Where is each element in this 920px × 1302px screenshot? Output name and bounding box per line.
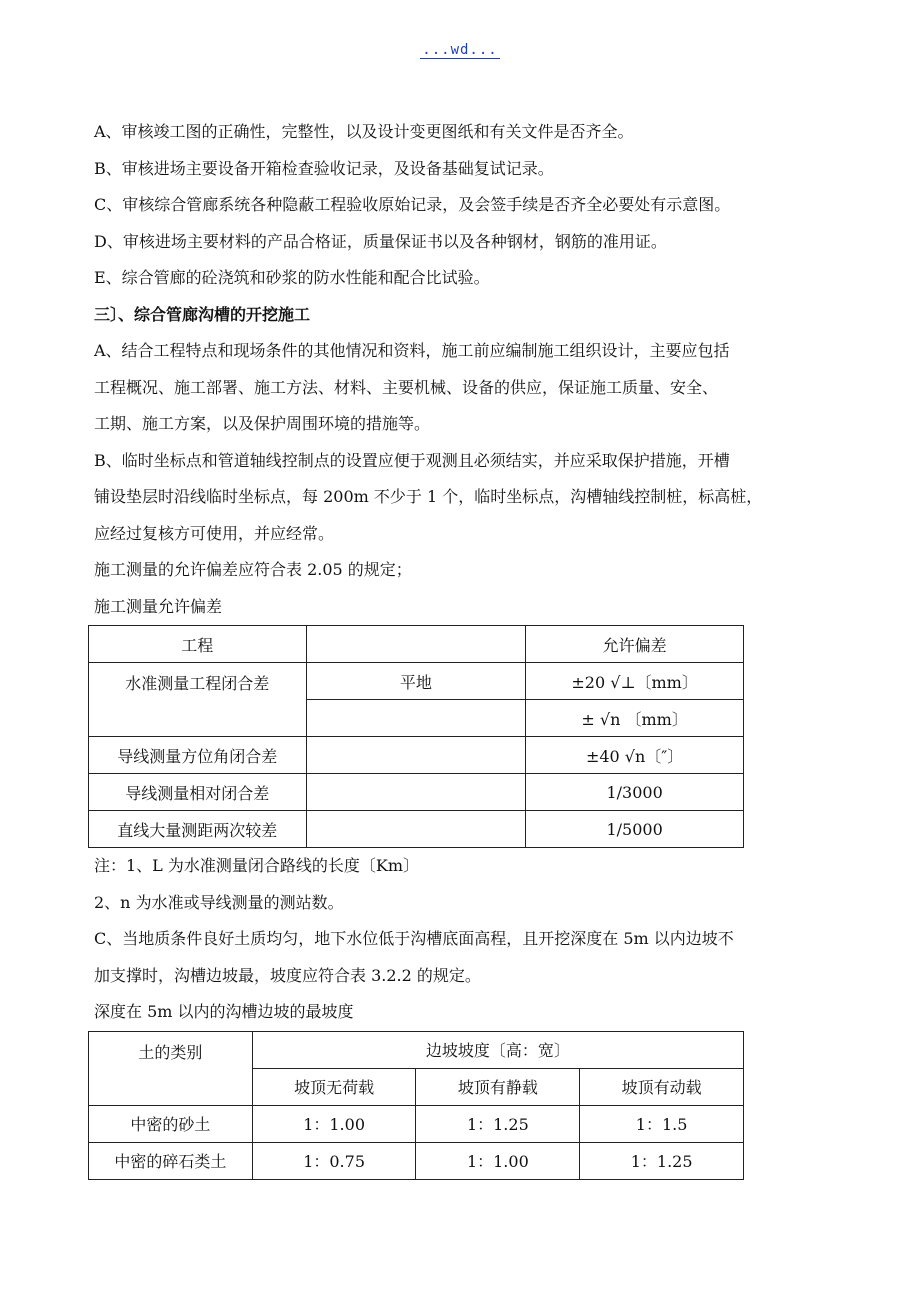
para-a-line-1: A、结合工程特点和现场条件的其他情况和资料，施工前应编制施工组织设计，主要应包括	[94, 341, 730, 360]
cell-static-load: 1：1.25	[416, 1105, 580, 1142]
row-name: 水准测量工程闭合差	[89, 663, 307, 737]
table-row	[89, 1105, 744, 1142]
cell-dynamic-load: 1：1.25	[580, 1142, 744, 1179]
note-1: 注：1、L 为水准测量闭合路线的长度〔Km〕	[94, 856, 420, 875]
para-c-line-1: C、当地质条件良好土质均匀，地下水位低于沟槽底面高程，且开挖深度在 5m 以内边坡不	[94, 929, 734, 948]
para-a-line-3: 工期、施工方案，以及保护周围环境的措施等。	[94, 414, 431, 433]
row-value: 1/3000	[526, 774, 744, 811]
para-b-line-1: B、临时坐标点和管道轴线控制点的设置应便于观测且必须结实，并应采取保护措施，开槽	[94, 450, 730, 470]
cell-soil: 中密的砂土	[89, 1105, 253, 1142]
header-text: ...wd...	[422, 42, 498, 58]
review-item-e: E、综合管廊的砼浇筑和砂浆的防水性能和配合比试验。	[94, 268, 490, 287]
cell-soil: 中密的碎石类土	[89, 1142, 253, 1179]
table-header-row	[89, 626, 744, 663]
header-soil: 土的类别	[89, 1031, 253, 1105]
review-item-c: C、审核综合管廊系统各种隐蔽工程验收原始记录，及会签手续是否齐全必要处有示意图。	[94, 195, 731, 214]
review-item-a: A、审核竣工图的正确性，完整性，以及设计变更图纸和有关文件是否齐全。	[94, 122, 634, 141]
row-condition	[306, 737, 526, 774]
note-2: 2、n 为水准或导线测量的测站数。	[94, 892, 344, 912]
document-body	[94, 114, 834, 1180]
row-condition	[306, 774, 526, 811]
row-condition	[306, 811, 526, 848]
header-slope-group: 边坡坡度〔高：宽〕	[252, 1031, 743, 1068]
slope-table	[88, 1031, 744, 1180]
header-tolerance: 允许偏差	[526, 626, 744, 663]
header-dynamic-load: 坡顶有动载	[580, 1068, 744, 1105]
row-name: 直线大量测距两次较差	[89, 811, 307, 848]
review-item-d: D、审核进场主要材料的产品合格证，质量保证书以及各种钢材，钢筋的准用证。	[94, 231, 667, 251]
para-c-line-2: 加支撑时，沟槽边坡最，坡度应符合表 3.2.2 的规定。	[94, 965, 481, 985]
table2-caption: 深度在 5m 以内的沟槽边坡的最坡度	[94, 1002, 354, 1021]
table-row	[89, 737, 744, 774]
row-name: 导线测量方位角闭合差	[89, 737, 307, 774]
table-header-row	[89, 1031, 744, 1068]
header-no-load: 坡顶无荷载	[252, 1068, 416, 1105]
table1-caption: 施工测量允许偏差	[94, 596, 223, 616]
cell-dynamic-load: 1：1.5	[580, 1105, 744, 1142]
row-value: ±20 √⊥〔mm〕	[526, 663, 744, 700]
table-row	[89, 663, 744, 700]
row-name: 导线测量相对闭合差	[89, 774, 307, 811]
row-condition: 平地	[306, 663, 526, 700]
row-value: 1/5000	[526, 811, 744, 848]
header-condition	[306, 626, 526, 663]
section-title: 三〕、综合管廊沟槽的开挖施工	[94, 304, 311, 324]
header-project: 工程	[89, 626, 307, 663]
row-condition	[306, 700, 526, 737]
review-item-b: B、审核进场主要设备开箱检查验收记录，及设备基础复试记录。	[94, 158, 554, 178]
header-static-load: 坡顶有静载	[416, 1068, 580, 1105]
cell-no-load: 1：0.75	[252, 1142, 416, 1179]
table-row	[89, 1142, 744, 1179]
table-row	[89, 774, 744, 811]
measure-intro: 施工测量的允许偏差应符合表 2.05 的规定；	[94, 560, 412, 579]
measurement-tolerance-table	[88, 625, 744, 848]
page-header	[0, 42, 920, 58]
para-b-line-2: 铺设垫层时沿线临时坐标点，每 200m 不少于 1 个，临时坐标点，沟槽轴线控制桩，标高桩，	[94, 487, 763, 506]
row-value: ± √n 〔mm〕	[526, 700, 744, 737]
para-a-line-2: 工程概况、施工部署、施工方法、材料、主要机械、设备的供应，保证施工质量、安全、	[94, 377, 719, 397]
cell-static-load: 1：1.00	[416, 1142, 580, 1179]
cell-no-load: 1：1.00	[252, 1105, 416, 1142]
table-row	[89, 811, 744, 848]
row-value: ±40 √n〔″〕	[526, 737, 744, 774]
para-b-line-3: 应经过复核方可使用，并应经常。	[94, 523, 335, 543]
